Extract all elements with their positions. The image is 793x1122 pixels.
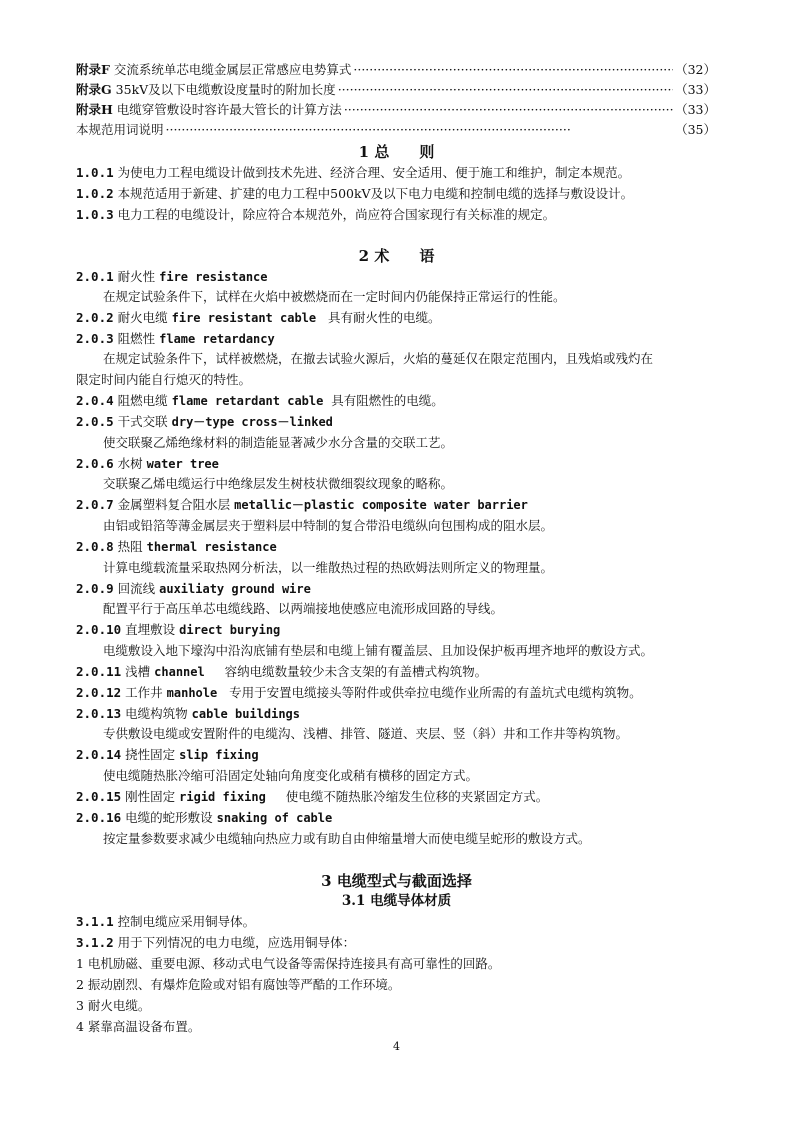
term-number: 2.0.12 <box>76 685 122 700</box>
term-en: auxiliaty ground wire <box>159 582 311 596</box>
term-en: direct burying <box>179 623 281 637</box>
clause-3-1-1 <box>76 913 716 931</box>
toc-prefix: 附录G <box>76 82 112 97</box>
term-number: 2.0.14 <box>76 747 122 762</box>
term-cn: 电缆的蛇形敷设 <box>125 810 213 825</box>
term-definition: 在规定试验条件下，试样被燃烧，在撤去试验火源后，火焰的蔓延仅在限定范围内，且残焰或残灼在 <box>103 351 654 366</box>
chapter-3-title: 3 电缆型式与截面选择 <box>321 872 472 890</box>
toc-text: 35kV及以下电缆敷设度量时的附加长度 <box>115 82 336 97</box>
term-en: rigid fixing <box>179 790 266 804</box>
term-en: water tree <box>146 457 219 471</box>
toc-text: 本规范用词说明 <box>76 122 164 137</box>
term-en: fire resistance <box>159 270 268 284</box>
toc-entry-h[interactable] <box>76 101 716 119</box>
term-number: 2.0.1 <box>76 269 114 284</box>
clause-text: 为使电力工程电缆设计做到技术先进、经济合理、安全适用、便于施工和维护，制定本规范。 <box>117 165 631 180</box>
clause-number: 1.0.2 <box>76 186 114 201</box>
term-2-0-2 <box>76 309 716 327</box>
term-2-0-1 <box>76 268 716 286</box>
list-item: 3 耐火电缆。 <box>76 998 151 1013</box>
clause-text: 控制电缆应采用铜导体。 <box>117 914 256 929</box>
term-en: cable buildings <box>191 707 301 721</box>
term-cn: 热阻 <box>117 539 143 554</box>
term-definition: 交联聚乙烯电缆运行中绝缘层发生树枝状微细裂纹现象的略称。 <box>103 476 454 491</box>
term-en: fire resistant cable <box>171 311 317 325</box>
term-cn: 工作井 <box>125 685 163 700</box>
list-item: 4 紧靠高温设备布置。 <box>76 1019 201 1034</box>
clause-1-0-2 <box>76 185 716 203</box>
clause-number: 3.1.1 <box>76 914 114 929</box>
term-definition: 按定量参数要求减少电缆轴向热应力或有助自由伸缩量增大而使电缆呈蛇形的敷设方式。 <box>103 831 591 846</box>
clause-number: 1.0.1 <box>76 165 114 180</box>
term-en: thermal resistance <box>146 540 277 554</box>
term-definition: 计算电缆载流量采取热网分析法，以一维散热过程的热欧姆法则所定义的物理量。 <box>103 560 554 575</box>
term-cn: 阻燃电缆 <box>117 393 168 408</box>
term-number: 2.0.3 <box>76 331 114 346</box>
term-definition: 使交联聚乙烯绝缘材料的制造能显著减少水分含量的交联工艺。 <box>103 435 454 450</box>
section-3-1-title: 3.1 电缆导体材质 <box>341 893 452 909</box>
toc-page: （33） <box>675 82 716 97</box>
toc-page: （35） <box>675 122 716 137</box>
term-en: flame retardant cable <box>171 394 324 408</box>
term-cn: 干式交联 <box>117 414 168 429</box>
toc-text: 电缆穿管敷设时容许最大管长的计算方法 <box>116 102 342 117</box>
clause-number: 1.0.3 <box>76 207 114 222</box>
term-2-0-5 <box>76 413 716 431</box>
term-definition: 具有耐火性的电缆。 <box>328 310 441 325</box>
toc-prefix: 附录H <box>76 102 113 117</box>
term-2-0-14 <box>76 746 716 764</box>
clause-text: 电力工程的电缆设计，除应符合本规范外，尚应符合国家现行有关标准的规定。 <box>117 207 556 222</box>
term-number: 2.0.2 <box>76 310 114 325</box>
term-en: channel <box>154 665 205 679</box>
term-cn: 水树 <box>117 456 143 471</box>
clause-1-0-3 <box>76 206 716 224</box>
list-item: 1 电机励磁、重要电源、移动式电气设备等需保持连接具有高可靠性的回路。 <box>76 956 501 971</box>
toc-entry-terms[interactable] <box>76 121 716 139</box>
term-definition-cont: 限定时间内能自行熄灭的特性。 <box>76 372 252 387</box>
chapter-1-title: 1 总 则 <box>358 143 435 161</box>
term-en: manhole <box>166 686 218 700</box>
term-number: 2.0.15 <box>76 789 122 804</box>
term-2-0-7 <box>76 496 716 514</box>
term-number: 2.0.13 <box>76 706 122 721</box>
term-en: flame retardancy <box>159 332 275 346</box>
term-cn: 挠性固定 <box>125 747 176 762</box>
term-cn: 阻燃性 <box>117 331 156 346</box>
clause-number: 3.1.2 <box>76 935 114 950</box>
term-2-0-11 <box>76 663 716 681</box>
term-definition: 容纳电缆数量较少未含支架的有盖槽式构筑物。 <box>224 664 488 679</box>
toc-page: （32） <box>675 62 716 77</box>
term-number: 2.0.6 <box>76 456 114 471</box>
term-en: metallic－plastic composite water barrier <box>234 498 528 512</box>
term-definition: 配置平行于高压单芯电缆线路、以两端接地使感应电流形成回路的导线。 <box>103 601 504 616</box>
term-cn: 浅槽 <box>125 664 151 679</box>
term-cn: 耐火性 <box>117 269 156 284</box>
term-2-0-16 <box>76 809 716 827</box>
term-cn: 金属塑料复合阻水层 <box>117 497 231 512</box>
toc-leader <box>338 81 673 99</box>
term-number: 2.0.16 <box>76 810 122 825</box>
term-number: 2.0.9 <box>76 581 114 596</box>
toc-text: 交流系统单芯电缆金属层正常感应电势算式 <box>113 62 352 77</box>
term-en: dry－type cross－linked <box>171 415 333 429</box>
term-2-0-13 <box>76 705 716 723</box>
page-number: 4 <box>393 1040 400 1053</box>
term-definition: 专供敷设电缆或安置附件的电缆沟、浅槽、排管、隧道、夹层、竖（斜）井和工作井等构筑物。 <box>103 726 629 741</box>
term-2-0-8 <box>76 538 716 556</box>
term-cn: 直埋敷设 <box>125 622 176 637</box>
list-item: 2 振动剧烈、有爆炸危险或对铝有腐蚀等严酷的工作环境。 <box>76 977 401 992</box>
term-definition: 由铝或铅箔等薄金属层夹于塑料层中特制的复合带沿电缆纵向包围构成的阻水层。 <box>103 518 554 533</box>
term-number: 2.0.11 <box>76 664 122 679</box>
term-cn: 刚性固定 <box>125 789 176 804</box>
term-en: slip fixing <box>179 748 259 762</box>
clause-text: 本规范适用于新建、扩建的电力工程中500kV及以下电力电缆和控制电缆的选择与敷设设计。 <box>117 186 634 201</box>
term-en: snaking of cable <box>216 811 333 825</box>
clause-1-0-1 <box>76 164 716 182</box>
term-2-0-10 <box>76 621 716 639</box>
term-cn: 电缆构筑物 <box>125 706 188 721</box>
term-definition: 电缆敷设入地下壕沟中沿沟底铺有垫层和电缆上铺有覆盖层、且加设保护板再埋齐地坪的敷设方式。 <box>103 643 654 658</box>
term-number: 2.0.10 <box>76 622 122 637</box>
toc-leader <box>353 61 673 79</box>
term-definition: 使电缆不随热胀冷缩发生位移的夹紧固定方式。 <box>285 789 549 804</box>
toc-leader <box>166 121 674 139</box>
term-2-0-6 <box>76 455 716 473</box>
term-number: 2.0.5 <box>76 414 114 429</box>
term-cn: 耐火电缆 <box>117 310 168 325</box>
toc-entry-g[interactable] <box>76 81 716 99</box>
term-definition: 具有阻燃性的电缆。 <box>331 393 444 408</box>
term-cn: 回流线 <box>117 581 156 596</box>
term-definition: 专用于安置电缆接头等附件或供牵拉电缆作业所需的有盖坑式电缆构筑物。 <box>229 685 642 700</box>
chapter-2-title: 2 术 语 <box>358 247 435 265</box>
term-2-0-3 <box>76 330 716 348</box>
term-2-0-12 <box>76 684 716 702</box>
term-2-0-15 <box>76 788 716 806</box>
toc-page: （33） <box>675 102 716 117</box>
clause-3-1-2 <box>76 934 716 952</box>
toc-leader <box>344 101 673 119</box>
toc-entry-f[interactable] <box>76 61 716 79</box>
term-definition: 使电缆随热胀冷缩可沿固定处轴向角度变化或稍有横移的固定方式。 <box>103 768 479 783</box>
clause-text: 用于下列情况的电力电缆，应选用铜导体： <box>117 935 356 950</box>
toc-prefix: 附录F <box>76 62 110 77</box>
term-definition: 在规定试验条件下，试样在火焰中被燃烧而在一定时间内仍能保持正常运行的性能。 <box>103 289 566 304</box>
term-number: 2.0.7 <box>76 497 114 512</box>
term-2-0-4 <box>76 392 716 410</box>
term-2-0-9 <box>76 580 716 598</box>
term-number: 2.0.8 <box>76 539 114 554</box>
term-number: 2.0.4 <box>76 393 114 408</box>
